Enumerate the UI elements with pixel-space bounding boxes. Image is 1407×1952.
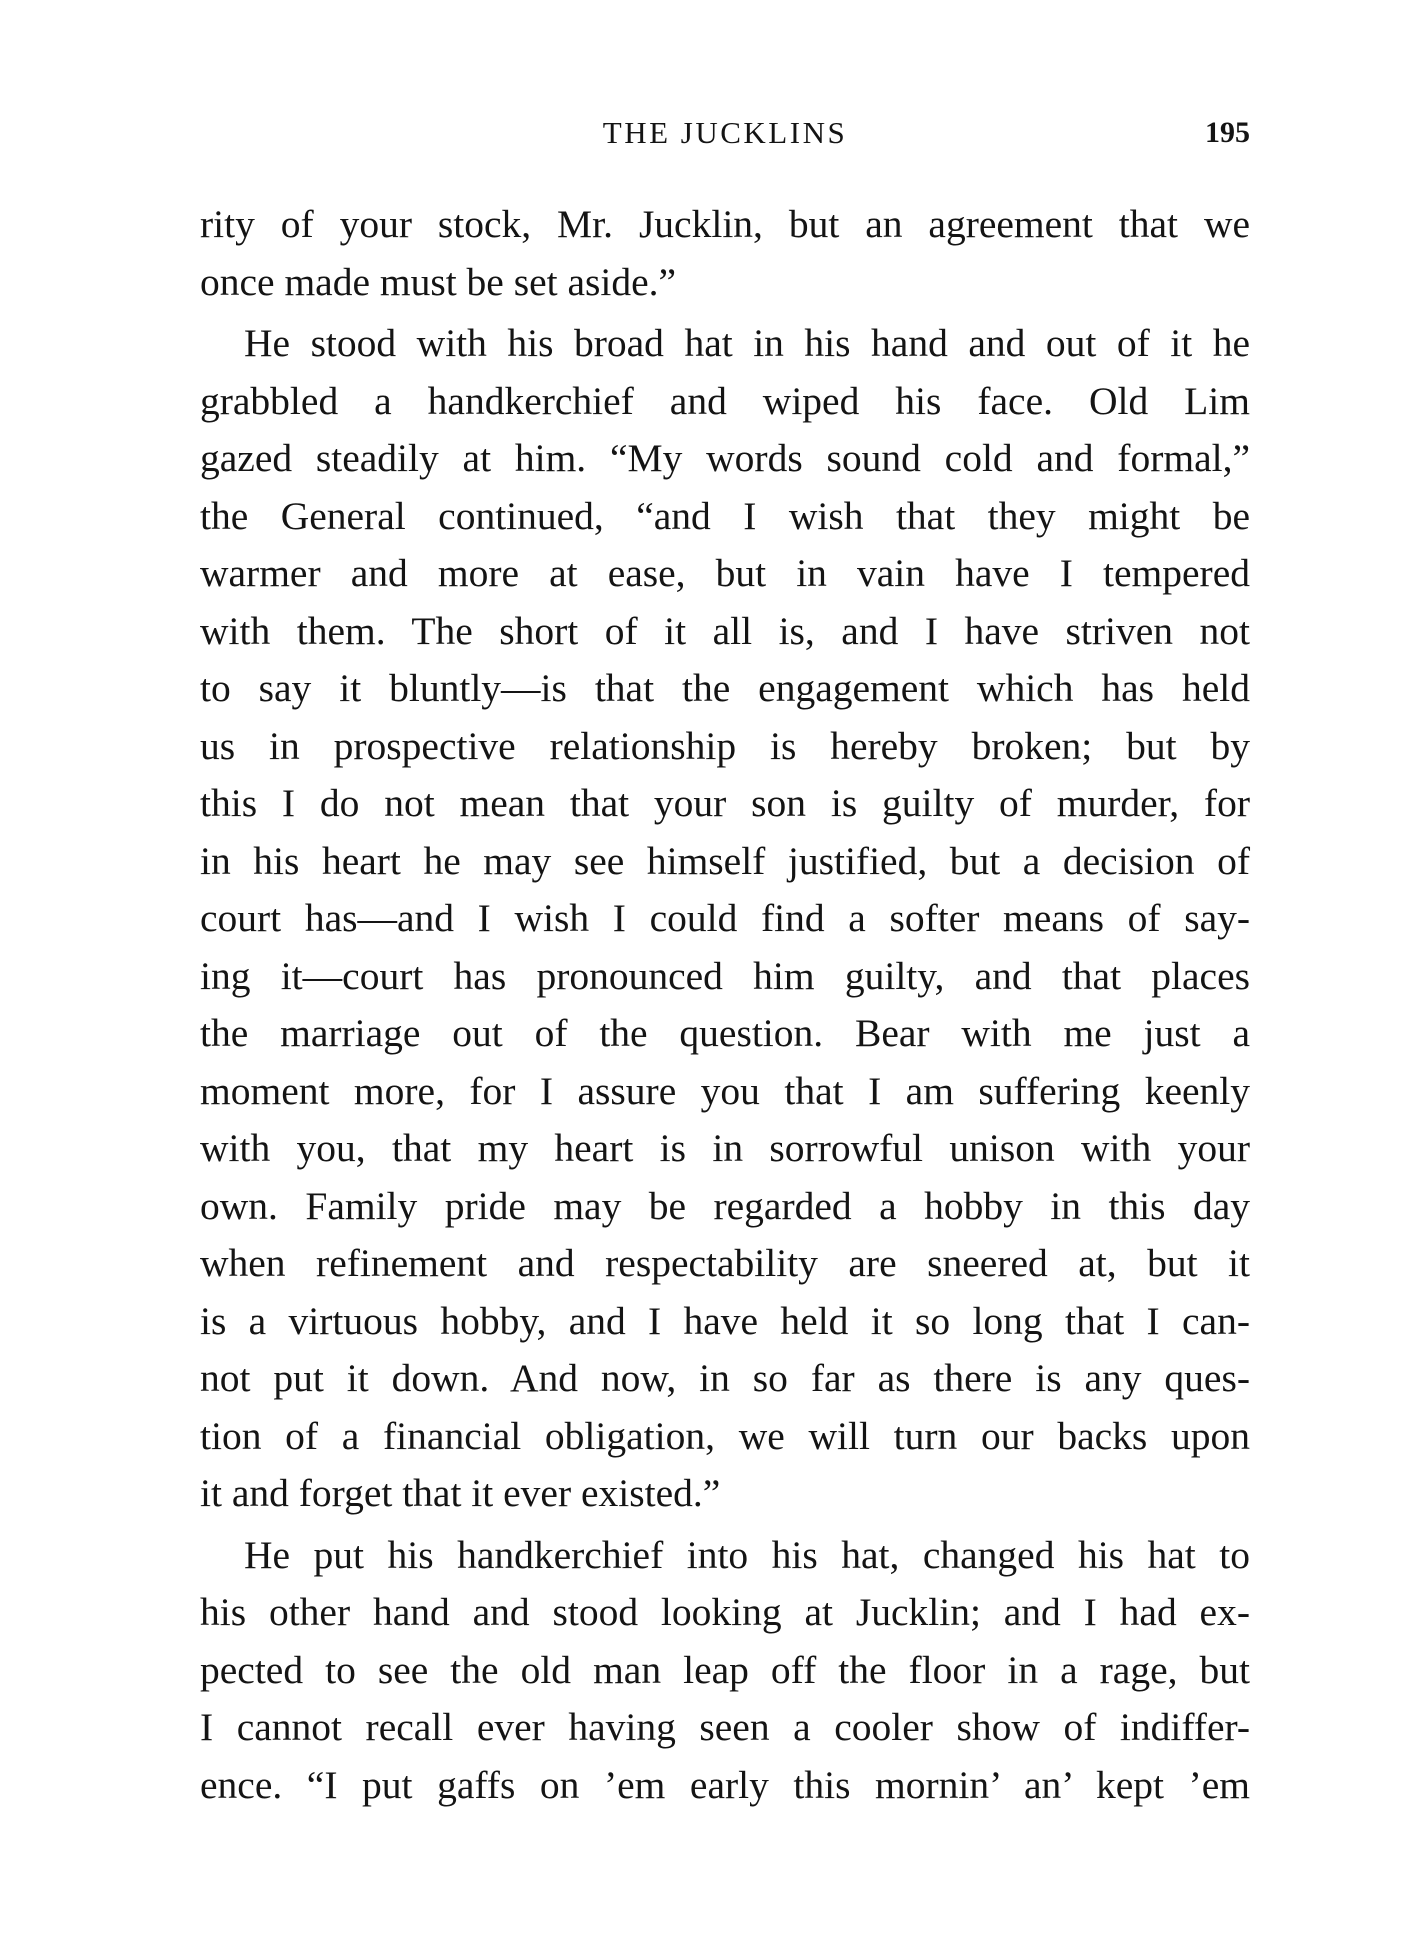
text-line: when refinement and respectability are sneered at, but it — [200, 1241, 1250, 1285]
text-line: I cannot recall ever having seen a cooler show of indiffer- — [200, 1705, 1250, 1749]
text-line: pected to see the old man leap off the floor in a rage, but — [200, 1647, 1250, 1692]
text-line: court has—and I wish I could find a softer means of say- — [200, 896, 1250, 940]
text-line: this I do not mean that your son is guilty of murder, for — [200, 781, 1250, 825]
page-number: 195 — [1205, 116, 1250, 149]
text-line: not put it down. And now, in so far as there is any ques- — [200, 1356, 1250, 1400]
running-head — [200, 108, 1250, 158]
text-line: the General continued, “and I wish that they might be — [200, 493, 1250, 538]
text-line: his other hand and stood looking at Jucklin; and I had ex- — [200, 1590, 1250, 1634]
text-line: is a virtuous hobby, and I have held it so long that I can- — [200, 1298, 1250, 1343]
text-line: with them. The short of it all is, and I have striven not — [200, 608, 1250, 653]
text-line: moment more, for I assure you that I am suffering keenly — [200, 1068, 1250, 1113]
text-line: to say it bluntly—is that the engagement which has held — [200, 666, 1250, 710]
text-line: gazed steadily at him. “My words sound cold and formal,” — [200, 436, 1250, 480]
text-line: it and forget that it ever existed.” — [200, 1471, 721, 1515]
paragraph — [200, 196, 1250, 311]
text-line: own. Family pride may be regarded a hobby in this day — [200, 1183, 1250, 1228]
text-line: us in prospective relationship is hereby broken; but by — [200, 723, 1250, 768]
text-line: warmer and more at ease, but in vain have I tempered — [200, 551, 1250, 595]
paragraph — [200, 315, 1250, 1523]
text-line: ence. “I put gaffs on ’em early this mornin’ an’ kept ’em — [200, 1762, 1250, 1807]
text-line: tion of a financial obligation, we will turn our backs upon — [200, 1413, 1250, 1458]
text-line: with you, that my heart is in sorrowful unison with your — [200, 1126, 1250, 1170]
text-line: in his heart he may see himself justified, but a decision of — [200, 838, 1250, 883]
paragraph — [200, 1527, 1250, 1815]
text-line: once made must be set aside.” — [200, 259, 677, 304]
text-line: the marriage out of the question. Bear with me just a — [200, 1011, 1250, 1055]
body-text — [200, 196, 1250, 1814]
text-line: He put his handkerchief into his hat, changed his hat to — [244, 1532, 1250, 1577]
running-title: THE JUCKLINS — [602, 115, 848, 150]
text-line: ing it—court has pronounced him guilty, and that places — [200, 953, 1250, 998]
text-line: He stood with his broad hat in his hand and out of it he — [244, 321, 1250, 365]
text-line: grabbled a handkerchief and wiped his face. Old Lim — [200, 378, 1250, 423]
text-line: rity of your stock, Mr. Jucklin, but an agreement that we — [200, 202, 1250, 246]
